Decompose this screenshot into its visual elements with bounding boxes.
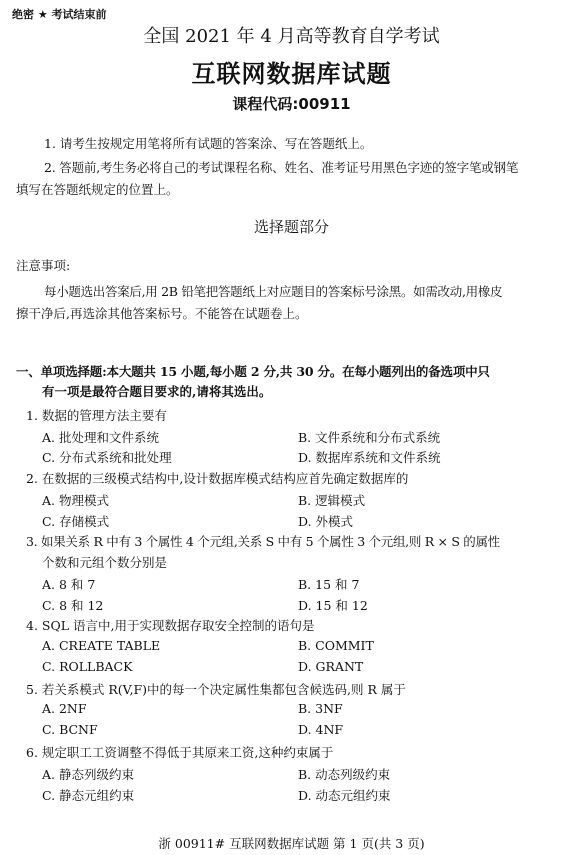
question-3-option-c: C. 8 和 12 <box>42 598 104 613</box>
question-1-option-b: B. 文件系统和分布式系统 <box>298 430 441 445</box>
confidential-label: 绝密 ★ 考试结束前 <box>12 8 107 21</box>
question-4-option-c: C. ROLLBACK <box>42 659 133 674</box>
question-2-option-c: C. 存储模式 <box>42 514 110 529</box>
notice-line-1: 每小题选出答案后,用 2B 铅笔把答题纸上对应题目的答案标号涂黑。如需改动,用橡皮 <box>44 284 503 299</box>
question-5-option-a: A. 2NF <box>42 701 87 716</box>
question-3-option-d: D. 15 和 12 <box>298 598 368 613</box>
question-1-stem: 1. 数据的管理方法主要有 <box>26 408 167 423</box>
part1-heading-cont: 有一项是最符合题目要求的,请将其选出。 <box>42 384 272 399</box>
question-1-option-a: A. 批处理和文件系统 <box>42 430 159 445</box>
question-6-option-c: C. 静态元组约束 <box>42 788 135 803</box>
question-3-option-b: B. 15 和 7 <box>298 577 360 592</box>
question-1-option-c: C. 分布式系统和批处理 <box>42 450 172 465</box>
question-4-option-b: B. COMMIT <box>298 638 374 653</box>
question-5-option-b: B. 3NF <box>298 701 343 716</box>
question-4-stem: 4. SQL 语言中,用于实现数据存取安全控制的语句是 <box>26 618 315 633</box>
section-title: 选择题部分 <box>253 218 329 236</box>
page-footer: 浙 00911# 互联网数据库试题 第 1 页(共 3 页) <box>158 836 425 851</box>
question-4-option-a: A. CREATE TABLE <box>42 638 161 653</box>
question-3-stem: 3. 如果关系 R 中有 3 个属性 4 个元组,关系 S 中有 5 个属性 3 个元组,则 R × S 的属性 <box>26 534 500 549</box>
question-6-option-d: D. 动态元组约束 <box>298 788 391 803</box>
paper-title: 互联网数据库试题 <box>191 60 392 88</box>
question-5-option-c: C. BCNF <box>42 722 98 737</box>
question-4-option-d: D. GRANT <box>298 659 364 674</box>
question-2-option-b: B. 逻辑模式 <box>298 493 366 508</box>
notice-heading: 注意事项: <box>16 258 71 273</box>
question-2-option-a: A. 物理模式 <box>42 493 109 508</box>
question-5-option-d: D. 4NF <box>298 722 344 737</box>
question-6-option-a: A. 静态列级约束 <box>42 767 134 782</box>
instruction-1: 1. 请考生按规定用笔将所有试题的答案涂、写在答题纸上。 <box>44 136 373 151</box>
question-1-option-d: D. 数据库系统和文件系统 <box>298 450 441 465</box>
question-5-stem: 5. 若关系模式 R(V,F)中的每一个决定属性集都包含候选码,则 R 属于 <box>26 682 406 697</box>
exam-title: 全国 2021 年 4 月高等教育自学考试 <box>143 26 440 47</box>
part1-heading: 一、单项选择题:本大题共 15 小题,每小题 2 分,共 30 分。在每小题列出的备选项中只 <box>16 364 490 379</box>
question-6-option-b: B. 动态列级约束 <box>298 767 391 782</box>
question-3-option-a: A. 8 和 7 <box>42 577 96 592</box>
course-code: 课程代码:00911 <box>232 95 351 113</box>
question-2-stem: 2. 在数据的三级模式结构中,设计数据库模式结构应首先确定数据库的 <box>26 471 409 486</box>
notice-line-2: 擦干净后,再选涂其他答案标号。不能答在试题卷上。 <box>16 306 308 321</box>
instruction-2-cont: 填写在答题纸规定的位置上。 <box>16 182 179 197</box>
question-6-stem: 6. 规定职工工资调整不得低于其原来工资,这种约束属于 <box>26 745 334 760</box>
question-2-option-d: D. 外模式 <box>298 514 354 529</box>
instruction-2: 2. 答题前,考生务必将自己的考试课程名称、姓名、准考证号用黑色字迹的签字笔或钢笔 <box>44 160 519 175</box>
question-3-stem-cont: 个数和元组个数分别是 <box>42 555 168 570</box>
